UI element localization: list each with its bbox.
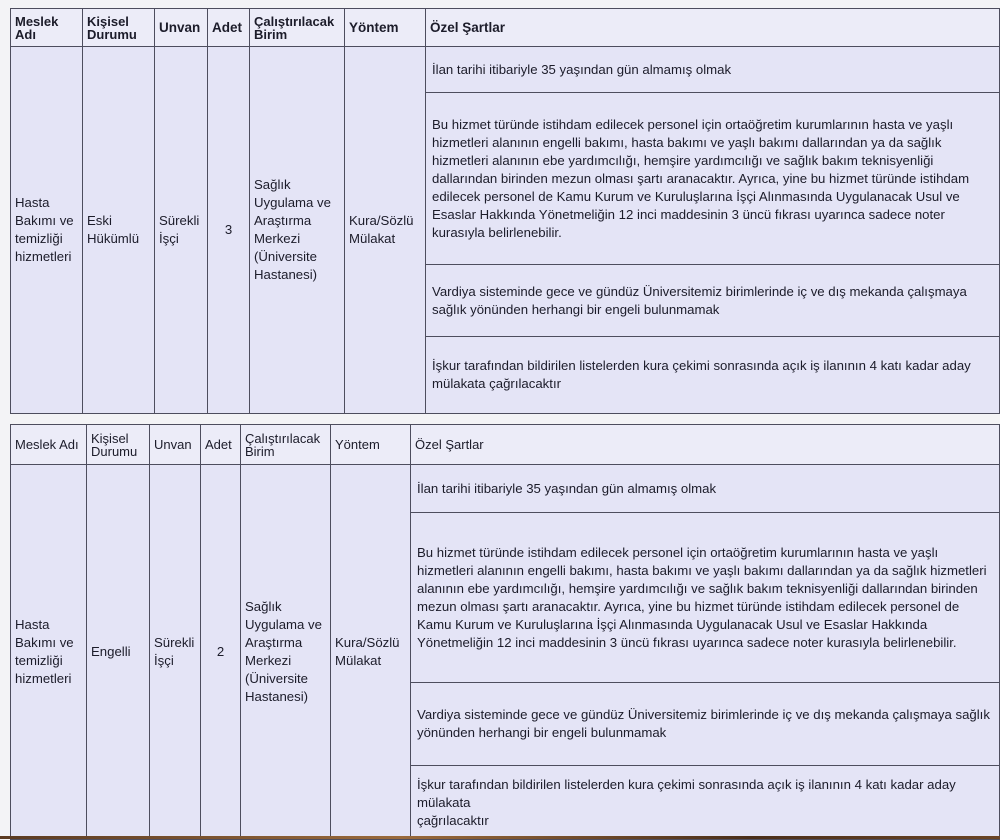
- header-unvan: Unvan: [155, 9, 208, 47]
- requirement-education: Bu hizmet türünde istihdam edilecek personel için ortaöğretim kurumlarının hasta ve yaşlı hizmetleri alanının engelli bakımı, hasta bakımı ve yaşlı bakımı dallarından ya da sağlık hizmetleri alanının ebe yardımcılığı, hemşire yardımcılığı ve sağlık bakım teknisyenliği dallarından birinden mezun olması şartı aranacaktır. Ayrıca, yine bu hizmet türünde istihdam edilecek personel de Kamu Kurum ve Kuruluşlarına İşçi Alınmasında Uygulanacak Usul ve Esaslar Hakkında Yönetmeliğin 12 inci maddesinin 3 üncü fıkrası uyarınca sadece noter kurasıyla belirlenebilir.: [411, 513, 1000, 683]
- adet-cell: 2: [201, 465, 241, 840]
- meslek-adi-cell: Hasta Bakımı ve temizliği hizmetleri: [11, 47, 83, 414]
- header-adet: Adet: [208, 9, 250, 47]
- header-row: [11, 425, 1000, 465]
- unvan-cell: Sürekli İşçi: [150, 465, 201, 840]
- requirement-age: İlan tarihi itibariyle 35 yaşından gün almamış olmak: [411, 465, 1000, 513]
- table-row: [11, 465, 1000, 513]
- requirement-interview: İşkur tarafından bildirilen listelerden kura çekimi sonrasında açık iş ilanının 4 katı kadar aday mülakata çağrılacaktır: [426, 337, 1000, 414]
- yontem-cell: Kura/Sözlü Mülakat: [331, 465, 411, 840]
- table-row: [11, 47, 1000, 93]
- requirement-interview: [411, 766, 1000, 840]
- header-kisisel-durumu: Kişisel Durumu: [87, 425, 150, 465]
- yontem-cell: Kura/Sözlü Mülakat: [345, 47, 426, 414]
- header-row: [11, 9, 1000, 47]
- requirement-health: Vardiya sisteminde gece ve gündüz Üniversitemiz birimlerinde iç ve dış mekanda çalışmaya sağlık yönünden herhangi bir engeli bulunmamak: [411, 683, 1000, 766]
- meslek-adi-cell: Hasta Bakımı ve temizliği hizmetleri: [11, 465, 87, 840]
- header-yontem: Yöntem: [345, 9, 426, 47]
- unvan-cell: Sürekli İşçi: [155, 47, 208, 414]
- kisisel-durumu-cell: Engelli: [87, 465, 150, 840]
- requirement-education: Bu hizmet türünde istihdam edilecek personel için ortaöğretim kurumlarının hasta ve yaşlı hizmetleri alanının engelli bakımı, hasta bakımı ve yaşlı bakımı dallarından ya da sağlık hizmetleri alanının ebe yardımcılığı, hemşire yardımcılığı ve sağlık bakım teknisyenliği dallarından birinden mezun olması şartı aranacaktır. Ayrıca, yine bu hizmet türünde istihdam edilecek personel de Kamu Kurum ve Kuruluşlarına İşçi Alınmasında Uygulanacak Usul ve Esaslar Hakkında Yönetmeliğin 12 inci maddesinin 3 üncü fıkrası uyarınca sadece noter kurasıyla belirlenebilir.: [426, 93, 1000, 265]
- adet-cell: 3: [208, 47, 250, 414]
- kisisel-durumu-cell: Eski Hükümlü: [83, 47, 155, 414]
- header-kisisel-durumu: Kişisel Durumu: [83, 9, 155, 47]
- header-adet: Adet: [201, 425, 241, 465]
- requirement-age: İlan tarihi itibariyle 35 yaşından gün almamış olmak: [426, 47, 1000, 93]
- requirement-interview-line-2: çağrılacaktır: [417, 812, 489, 828]
- header-ozel-sartlar: Özel Şartlar: [411, 425, 1000, 465]
- header-calistirilacak-birim: Çalıştırılacak Birim: [250, 9, 345, 47]
- header-meslek-adi: Meslek Adı: [11, 9, 83, 47]
- header-unvan: Unvan: [150, 425, 201, 465]
- header-meslek-adi: Meslek Adı: [11, 425, 87, 465]
- birim-cell: Sağlık Uygulama ve Araştırma Merkezi (Üniversite Hastanesi): [250, 47, 345, 414]
- requirement-interview-line-1: İşkur tarafından bildirilen listelerden kura çekimi sonrasında açık iş ilanının 4 katı kadar aday mülakata: [417, 776, 956, 810]
- birim-cell: Sağlık Uygulama ve Araştırma Merkezi (Üniversite Hastanesi): [241, 465, 331, 840]
- requirement-health: Vardiya sisteminde gece ve gündüz Üniversitemiz birimlerinde iç ve dış mekanda çalışmaya sağlık yönünden herhangi bir engeli bulunmamak: [426, 265, 1000, 337]
- job-listing-table-2: [10, 424, 1000, 840]
- header-ozel-sartlar: Özel Şartlar: [426, 9, 1000, 47]
- header-yontem: Yöntem: [331, 425, 411, 465]
- header-calistirilacak-birim: Çalıştırılacak Birim: [241, 425, 331, 465]
- job-listing-table-1: [10, 8, 1000, 414]
